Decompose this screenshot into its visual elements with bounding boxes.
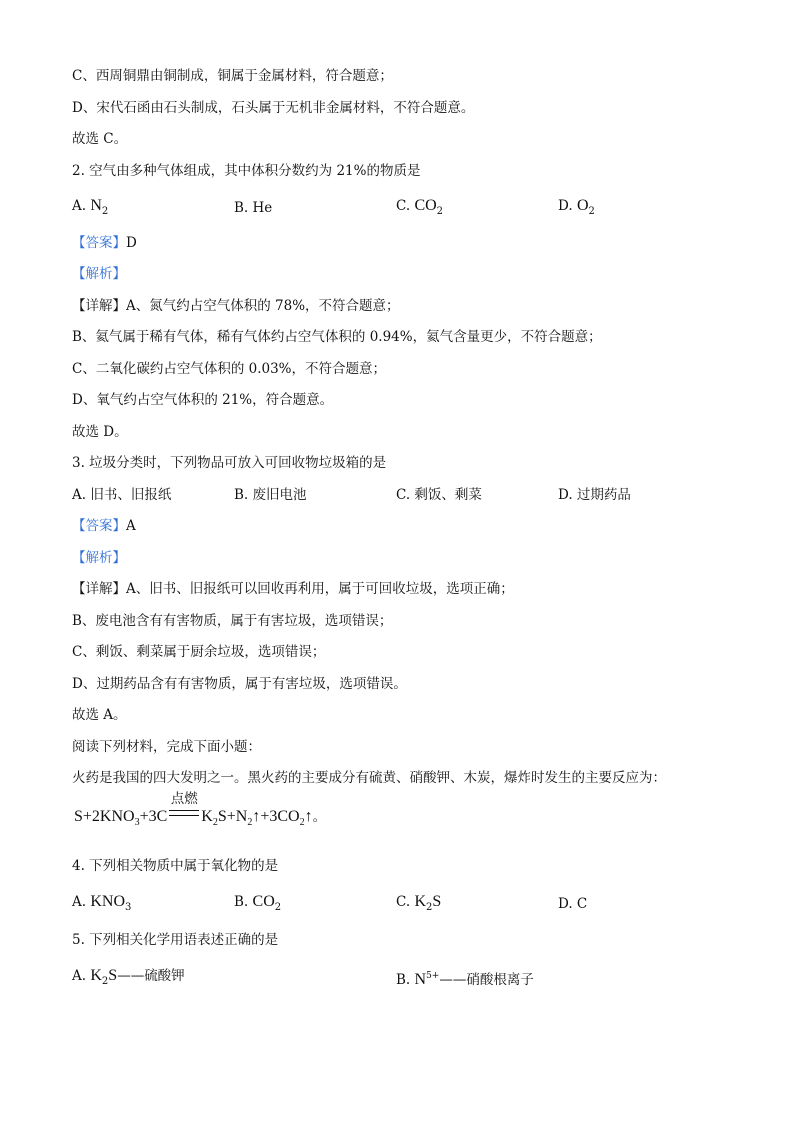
option-letter: A. [72,198,87,214]
answer-value: D [126,235,137,251]
question-4-stem: 4. 下列相关物质中属于氧化物的是 [72,858,279,874]
formula-subscript: 2 [426,902,433,913]
eq-term: S+N [217,808,248,825]
q3-option-c: C. 剩饭、剩菜 [396,487,482,503]
q2-detail-c: C、二氧化碳约占空气体积的 0.03%，不符合题意； [72,361,387,377]
option-letter: A. [72,894,87,910]
eq-term: ↑+3CO [252,808,300,825]
q3-option-a: A. 旧书、旧报纸 [72,487,172,503]
q2-option-a [72,196,108,222]
eq-term: S [74,808,83,825]
question-5-stem: 5. 下列相关化学用语表述正确的是 [72,932,279,948]
answer-tag: 【答案】 [72,235,126,251]
q2-answer [72,233,733,253]
option-description: ——硝酸根离子 [439,972,534,988]
q2-option-c [396,196,443,222]
formula-subscript: 2 [588,206,595,217]
option-letter: A. [72,968,87,984]
formula-main: N [414,971,427,988]
formula-subscript: 3 [125,902,132,913]
eq-subscript: 2 [247,817,253,828]
formula-subscript: 2 [101,976,109,987]
condition-label: 点燃 [170,791,198,807]
q2-detail-a [72,296,733,316]
q3-detail-c: C、剩饭、剩菜属于厨余垃圾，选项错误； [72,644,326,660]
question-3-stem: 3. 垃圾分类时，下列物品可放入可回收物垃圾箱的是 [72,455,387,471]
formula-main: K [90,967,102,984]
question-2-stem: 2. 空气由多种气体组成，其中体积分数约为 21%的物质是 [72,163,421,179]
eq-subscript: 2 [212,817,218,828]
q3-option-d: D. 过期药品 [558,487,631,503]
formula-main: CO [252,893,275,910]
eq-subscript: 2 [299,817,305,828]
option-letter: C. [396,894,411,910]
chemical-equation [74,791,327,835]
q3-detail-d: D、过期药品含有有害物质，属于有害垃圾，选项错误。 [72,676,407,692]
answer-tag: 【答案】 [72,518,126,534]
conclusion-line: 故选 C。 [72,131,128,147]
eq-term: +2KNO [82,808,135,825]
q3-answer [72,516,733,536]
formula-tail: S [108,967,118,984]
option-letter: D. [558,198,573,214]
q5-option-a [72,966,185,992]
detail-tag: 【详解】 [72,298,126,314]
q3-detail-b: B、废电池含有有害物质，属于有害垃圾，选项错误； [72,613,393,629]
formula-subscript: 2 [274,902,282,913]
eq-term: K [201,808,213,825]
reading-instruction: 阅读下列材料，完成下面小题： [72,739,261,755]
q4-option-c [396,892,441,918]
option-letter: B. [234,894,249,910]
reaction-condition [167,791,201,829]
detail-text: A、氮气约占空气体积的 78%，不符合题意； [126,298,400,314]
eq-end: 。 [312,809,327,825]
answer-value: A [126,518,136,534]
eq-term: ↑ [304,808,313,825]
formula-main: O [576,197,589,214]
q3-option-b: B. 废旧电池 [234,487,307,503]
eq-term: +3C [139,808,168,825]
formula-subscript: 2 [436,206,444,217]
q3-analysis-tag: 【解析】 [72,550,126,566]
q2-detail-b: B、氦气属于稀有气体，稀有气体约占空气体积的 0.94%，氦气含量更少，不符合题意； [72,329,602,345]
formula-superscript: 5+ [426,971,440,981]
formula-subscript: 2 [101,206,109,217]
q3-conclusion: 故选 A。 [72,707,127,723]
explanation-line-d: D、宋代石函由石头制成，石头属于无机非金属材料，不符合题意。 [72,100,475,116]
eq-subscript: 3 [134,817,140,828]
option-letter: B. [396,972,411,988]
q2-option-d [558,196,595,222]
q2-conclusion: 故选 D。 [72,424,128,440]
option-description: ——硫酸钾 [117,968,185,984]
q2-detail-d: D、氧气约占空气体积的 21%，符合题意。 [72,392,334,408]
formula-main: K [414,893,426,910]
q4-option-a [72,892,131,918]
q3-detail-a [72,579,733,599]
formula-tail: S [432,893,442,910]
detail-tag: 【详解】 [72,581,126,597]
q4-option-b [234,892,281,918]
explanation-line-c: C、西周铜鼎由铜制成，铜属于金属材料，符合题意； [72,68,393,84]
formula-main: CO [414,197,437,214]
detail-text: A、旧书、旧报纸可以回收再利用，属于可回收垃圾，选项正确； [126,581,514,597]
q4-option-d: D. C [558,896,588,912]
q2-option-b: B. He [234,200,273,216]
reading-material: 火药是我国的四大发明之一。黑火药的主要成分有硫黄、硝酸钾、木炭，爆炸时发生的主要反应为： [72,770,666,786]
option-letter: C. [396,198,411,214]
q2-analysis-tag: 【解析】 [72,266,126,282]
formula-main: KNO [90,893,126,910]
q5-option-b [396,966,534,990]
formula-main: N [90,197,102,214]
